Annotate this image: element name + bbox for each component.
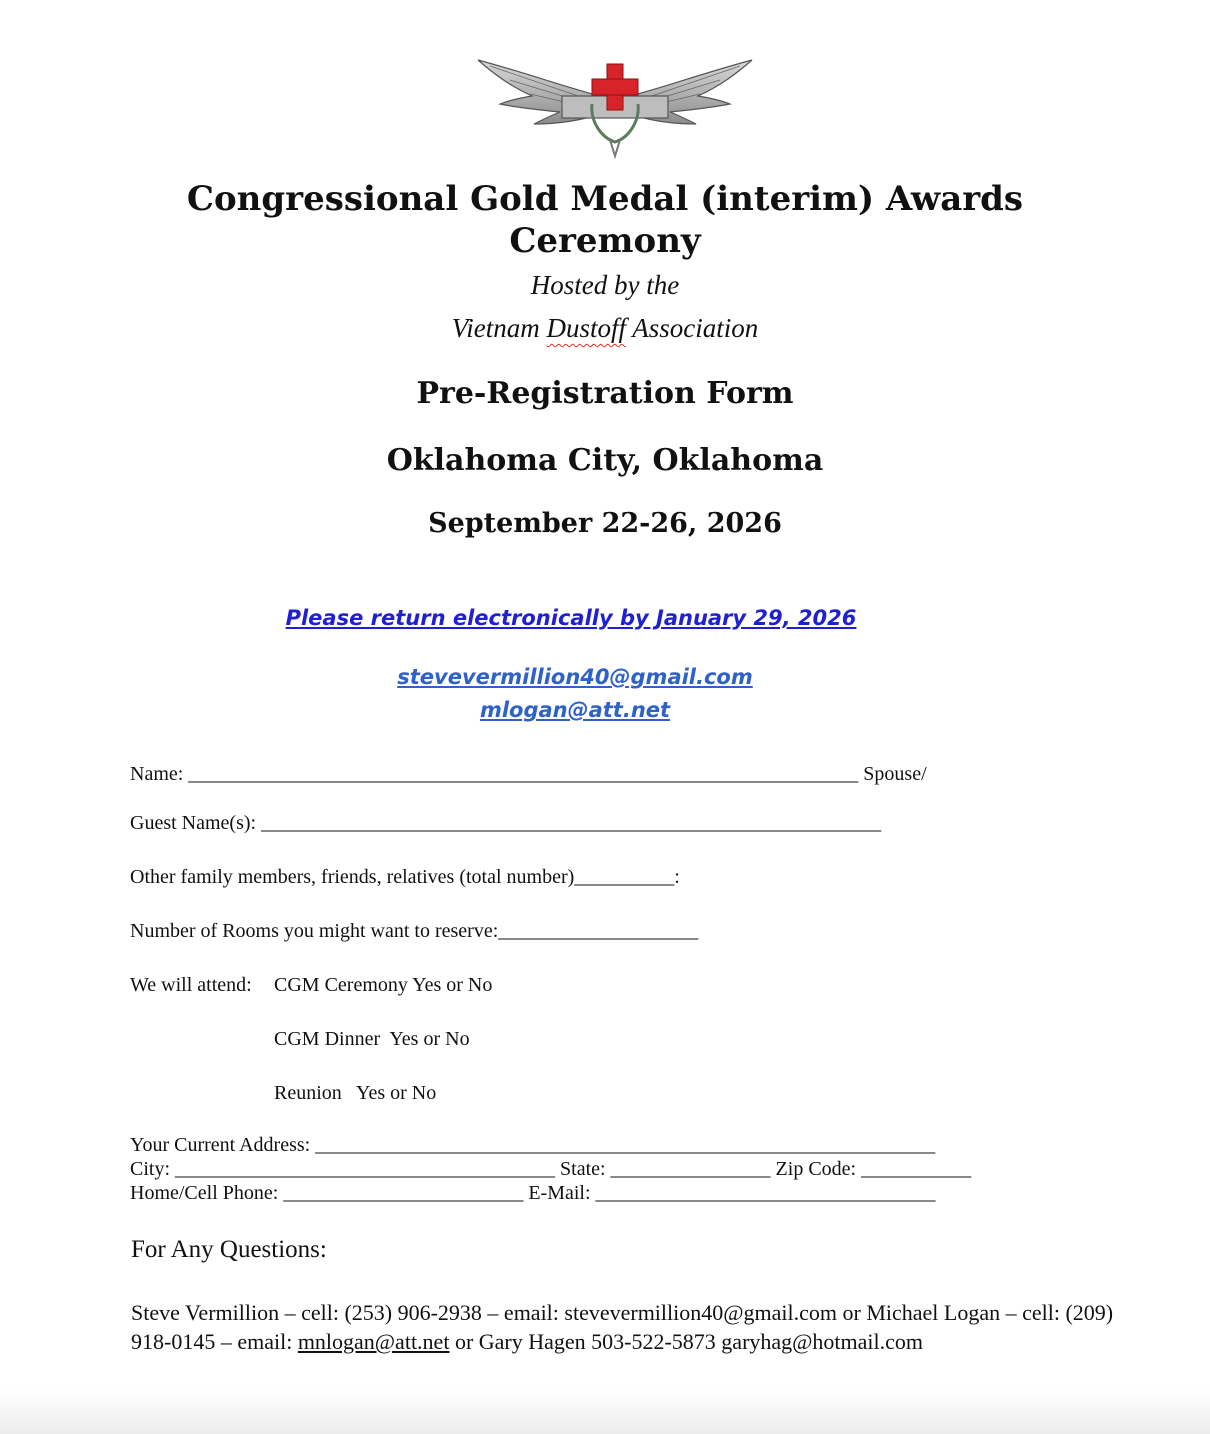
guest-names-field-line[interactable]: Guest Name(s): ______________________________________________________________	[130, 812, 882, 834]
questions-contact-text	[131, 1298, 1121, 1356]
association-prefix: Vietnam	[451, 313, 547, 343]
association-line	[0, 313, 1210, 344]
spellcheck-word: Dustoff	[546, 313, 626, 343]
attend-ceremony-option[interactable]: CGM Ceremony Yes or No	[274, 974, 493, 996]
event-location: Oklahoma City, Oklahoma	[386, 443, 824, 478]
contact-text-a: Steve Vermillion – cell: (253) 906-2938 – email: stevevermillion40@gmail.com or Michael Logan – cell: (209) 918-0145 – email:	[131, 1300, 1114, 1354]
attend-dinner-option[interactable]: CGM Dinner Yes or No	[274, 1028, 470, 1050]
email-link-container-2	[0, 698, 1180, 722]
questions-heading: For Any Questions:	[131, 1236, 327, 1263]
hosted-by-line: Hosted by the	[530, 270, 680, 300]
title-line-1: Congressional Gold Medal (interim) Awards	[186, 179, 1024, 219]
dustoff-winged-cross-insignia-icon	[470, 52, 760, 162]
rooms-field-line[interactable]: Number of Rooms you might want to reserve:____________________	[130, 920, 699, 942]
contact-email-link[interactable]: mnlogan@att.net	[297, 1329, 450, 1354]
ceremony-title	[0, 178, 1210, 262]
other-members-field-line[interactable]: Other family members, friends, relatives (total number)__________:	[130, 866, 680, 888]
name-field-line[interactable]: Name: ___________________________________________________________________ Spouse/	[130, 763, 927, 785]
title-line-2: Ceremony	[509, 221, 701, 261]
contact-text-b: or Gary Hagen 503-522-5873 garyhag@hotmail.com	[449, 1329, 924, 1354]
phone-email-line[interactable]: Home/Cell Phone: ________________________ E-Mail: __________________________________	[130, 1182, 936, 1204]
address-field-line[interactable]: Your Current Address: ______________________________________________________________	[130, 1134, 936, 1156]
form-title: Pre-Registration Form	[416, 376, 794, 411]
return-notice-container	[0, 606, 1176, 630]
attend-reunion-option[interactable]: Reunion Yes or No	[274, 1082, 437, 1104]
event-dates: September 22-26, 2026	[428, 508, 782, 539]
return-notice-link[interactable]: Please return electronically by January 29, 2026	[285, 606, 857, 630]
email-link-container-1	[0, 665, 1180, 689]
page-bottom-shadow	[0, 1390, 1210, 1434]
attend-label: We will attend:	[130, 974, 252, 996]
association-suffix: Association	[625, 313, 759, 343]
email-link-steve[interactable]: stevevermillion40@gmail.com	[397, 665, 753, 689]
email-link-mlogan[interactable]: mlogan@att.net	[479, 698, 671, 722]
city-state-zip-line[interactable]: City: ______________________________________ State: ________________ Zip Code: ___________	[130, 1158, 972, 1180]
